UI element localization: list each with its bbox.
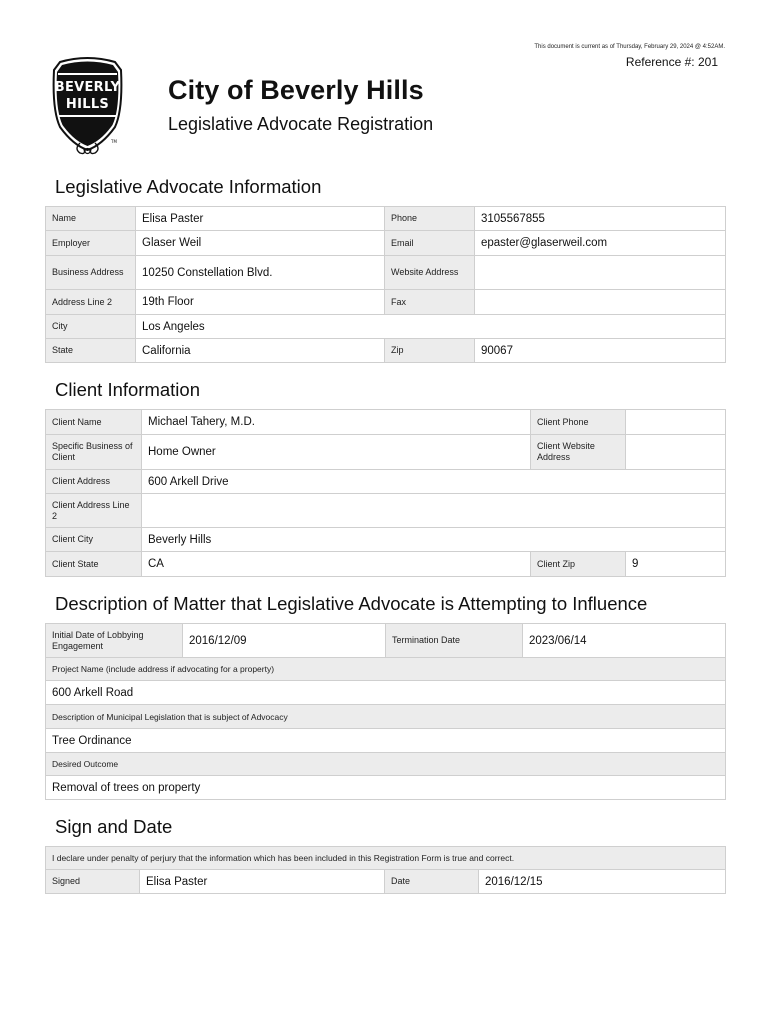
client-row-city <box>46 528 726 552</box>
client-row-business <box>46 435 726 470</box>
field-label: Desired Outcome <box>46 753 726 776</box>
sign-section-heading: Sign and Date <box>55 816 173 837</box>
field-label: Address Line 2 <box>46 290 136 315</box>
advocate-fax-value <box>475 290 726 315</box>
client-section-heading: Client Information <box>55 379 200 400</box>
advocate-phone-value: 3105567855 <box>475 207 726 231</box>
field-label: Email <box>385 231 475 256</box>
advocate-state-value: California <box>136 339 385 363</box>
matter-row-outcome-label <box>46 753 726 776</box>
logo-trademark: TM <box>111 139 117 144</box>
matter-termination-date-value: 2023/06/14 <box>523 624 726 658</box>
matter-project-value: 600 Arkell Road <box>46 681 726 705</box>
field-label: Phone <box>385 207 475 231</box>
matter-row-outcome-value <box>46 776 726 800</box>
field-label: Client City <box>46 528 142 552</box>
field-label: Employer <box>46 231 136 256</box>
sign-table <box>45 846 726 894</box>
advocate-row-city <box>46 315 726 339</box>
client-row-state <box>46 552 726 577</box>
advocate-zip-value: 90067 <box>475 339 726 363</box>
advocate-row-employer <box>46 231 726 256</box>
field-label: Business Address <box>46 256 136 290</box>
field-label: Initial Date of Lobbying Engagement <box>46 624 183 658</box>
field-label: Description of Municipal Legislation that is subject of Advocacy <box>46 705 726 729</box>
field-label: Fax <box>385 290 475 315</box>
matter-table <box>45 623 726 800</box>
advocate-row-name <box>46 207 726 231</box>
matter-row-project-label <box>46 658 726 681</box>
shield-band-top <box>58 73 117 75</box>
client-website-value <box>626 435 726 470</box>
client-info-table <box>45 409 726 577</box>
client-address2-value <box>142 494 726 528</box>
field-label: Name <box>46 207 136 231</box>
advocate-address2-value: 19th Floor <box>136 290 385 315</box>
advocate-row-address2 <box>46 290 726 315</box>
page-title: City of Beverly Hills <box>168 75 424 105</box>
field-label: City <box>46 315 136 339</box>
client-state-value: CA <box>142 552 531 577</box>
client-row-address2 <box>46 494 726 528</box>
sign-row-signature <box>46 870 726 894</box>
field-label: Client Address <box>46 470 142 494</box>
field-label: State <box>46 339 136 363</box>
signed-date-value: 2016/12/15 <box>479 870 726 894</box>
advocate-website-value <box>475 256 726 290</box>
client-row-name <box>46 410 726 435</box>
advocate-employer-value: Glaser Weil <box>136 231 385 256</box>
advocate-row-state <box>46 339 726 363</box>
reference-number <box>540 55 718 69</box>
field-label: Signed <box>46 870 140 894</box>
matter-row-dates <box>46 624 726 658</box>
client-city-value: Beverly Hills <box>142 528 726 552</box>
advocate-info-table <box>45 206 726 363</box>
advocate-name-value: Elisa Paster <box>136 207 385 231</box>
client-phone-value <box>626 410 726 435</box>
client-row-address <box>46 470 726 494</box>
field-label: Date <box>385 870 479 894</box>
declaration-text: I declare under penalty of perjury that the information which has been included in this Registration Form is true and correct. <box>46 847 726 870</box>
field-label: Website Address <box>385 256 475 290</box>
matter-section-heading: Description of Matter that Legislative Advocate is Attempting to Influence <box>55 593 648 614</box>
sign-row-declaration <box>46 847 726 870</box>
field-label: Client State <box>46 552 142 577</box>
beverly-hills-shield-logo <box>50 55 125 157</box>
reference-value: 201 <box>697 55 718 69</box>
page-subtitle: Legislative Advocate Registration <box>168 114 434 134</box>
client-business-value: Home Owner <box>142 435 531 470</box>
client-zip-value: 9 <box>626 552 726 577</box>
field-label: Client Name <box>46 410 142 435</box>
logo-text-beverly: BEVERLY <box>54 80 121 95</box>
matter-initial-date-value: 2016/12/09 <box>183 624 386 658</box>
signed-name-value: Elisa Paster <box>140 870 385 894</box>
matter-row-legislation-value <box>46 729 726 753</box>
field-label: Client Address Line 2 <box>46 494 142 528</box>
document-current-note: This document is current as of Thursday, February 29, 2024 @ 4:52AM. <box>534 44 725 50</box>
shield-band-bottom <box>59 115 116 117</box>
field-label: Client Zip <box>531 552 626 577</box>
field-label: Specific Business of Client <box>46 435 142 470</box>
matter-row-project-value <box>46 681 726 705</box>
field-label: Zip <box>385 339 475 363</box>
field-label: Client Phone <box>531 410 626 435</box>
advocate-email-value: epaster@glaserweil.com <box>475 231 726 256</box>
client-name-value: Michael Tahery, M.D. <box>142 410 531 435</box>
advocate-city-value: Los Angeles <box>136 315 726 339</box>
client-address-value: 600 Arkell Drive <box>142 470 726 494</box>
advocate-section-heading: Legislative Advocate Information <box>55 176 322 197</box>
matter-row-legislation-label <box>46 705 726 729</box>
reference-label: Reference #: <box>625 55 695 69</box>
logo-text-hills: HILLS <box>65 97 110 112</box>
matter-outcome-value: Removal of trees on property <box>46 776 726 800</box>
matter-legislation-value: Tree Ordinance <box>46 729 726 753</box>
field-label: Client Website Address <box>531 435 626 470</box>
field-label: Termination Date <box>386 624 523 658</box>
field-label: Project Name (include address if advocating for a property) <box>46 658 726 681</box>
advocate-row-business-address <box>46 256 726 290</box>
advocate-business-address-value: 10250 Constellation Blvd. <box>136 256 385 290</box>
